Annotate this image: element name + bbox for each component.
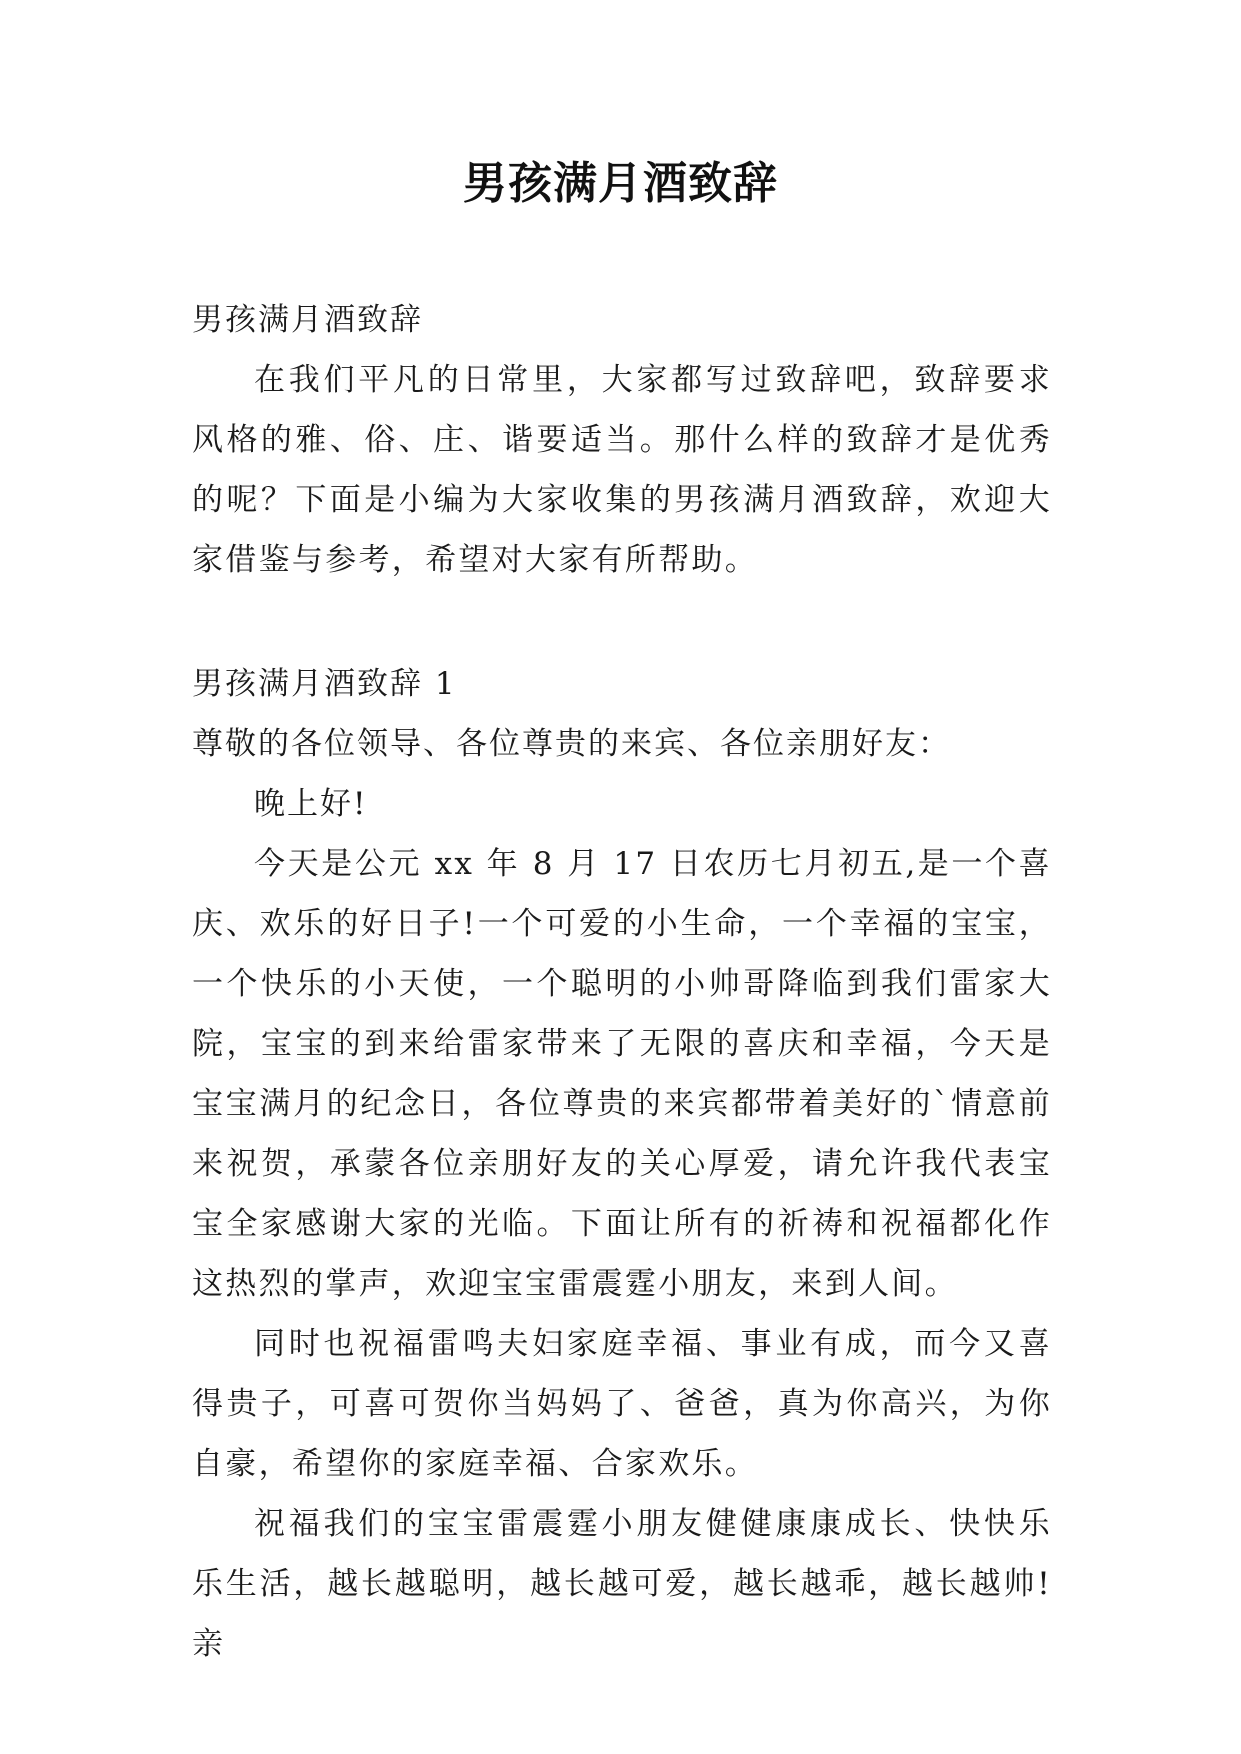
section-spacer <box>192 590 1052 654</box>
speech-paragraph: 今天是公元 xx 年 8 月 17 日农历七月初五,是一个喜庆、欢乐的好日子!一个可爱的小生命，一个幸福的宝宝，一个快乐的小天使，一个聪明的小帅哥降临到我们雷家大院，宝宝的到来给雷家带来了无限的喜庆和幸福，今天是宝宝满月的纪念日，各位尊贵的来宾都带着美好的`情意前来祝贺，承蒙各位亲朋好友的关心厚爱，请允许我代表宝宝全家感谢大家的光临。下面让所有的祈祷和祝福都化作这热烈的掌声，欢迎宝宝雷震霆小朋友，来到人间。 <box>192 846 1052 1302</box>
intro-paragraph <box>192 350 1052 590</box>
speech-paragraph: 祝福我们的宝宝雷震霆小朋友健健康康成长、快快乐乐生活，越长越聪明，越长越可爱，越长越乖，越长越帅!亲 <box>192 1506 1052 1662</box>
document-subtitle: 男孩满月酒致辞 <box>192 302 423 338</box>
speech-paragraph: 同时也祝福雷鸣夫妇家庭幸福、事业有成，而今又喜得贵子，可喜可贺你当妈妈了、爸爸，真为你高兴，为你自豪，希望你的家庭幸福、合家欢乐。 <box>192 1326 1052 1482</box>
salutation: 尊敬的各位领导、各位尊贵的来宾、各位亲朋好友： <box>192 726 951 762</box>
intro-text: 在我们平凡的日常里，大家都写过致辞吧，致辞要求风格的雅、俗、庄、谐要适当。那什么样的致辞才是优秀的呢？下面是小编为大家收集的男孩满月酒致辞，欢迎大家借鉴与参考，希望对大家有所帮助。 <box>192 362 1052 578</box>
speech-body <box>192 834 1052 1674</box>
document-body <box>192 290 1052 1674</box>
section-heading: 男孩满月酒致辞 1 <box>192 666 457 702</box>
document-title: 男孩满月酒致辞 <box>463 158 778 209</box>
greeting: 晚上好! <box>254 786 368 822</box>
